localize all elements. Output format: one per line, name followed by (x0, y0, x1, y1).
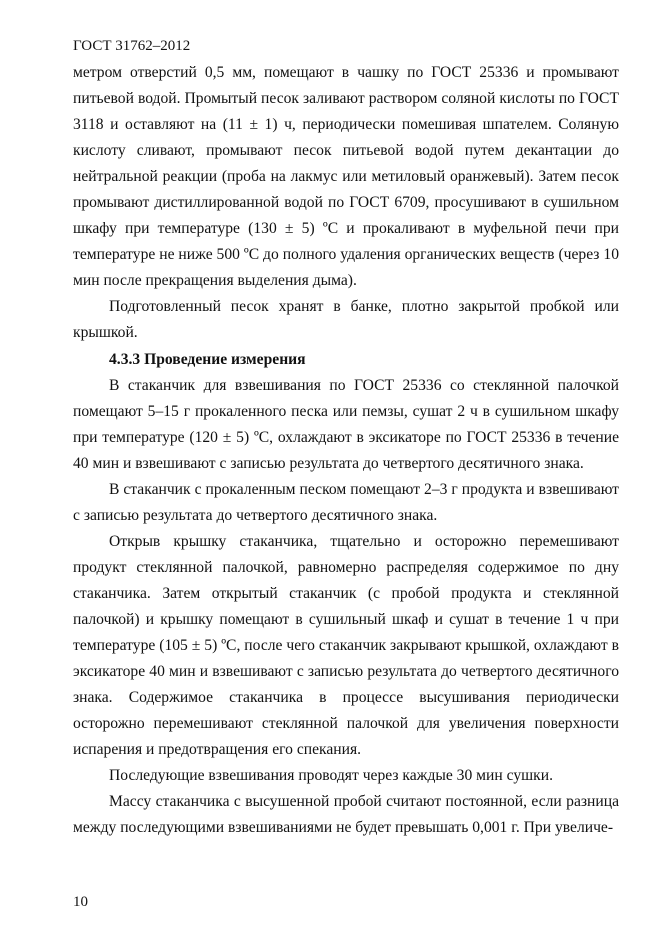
section-heading: 4.3.3 Проведение измерения (109, 350, 306, 368)
page-number: 10 (73, 894, 88, 910)
paragraph-sand-preparation: метром отверстий 0,5 мм, помещают в чашку по ГОСТ 25336 и промывают питьевой водой. Промытый песок заливают раствором соляной кислоты по ГОСТ 3118 и оставляют на (11 ± 1) ч, периодически помешивая шпателем. Соляную кислоту сливают, промывают песок питьевой водой путем декантации до нейтральной реакции (проба на лакмус или метиловый оранжевый). Затем песок промывают дистиллированной водой по ГОСТ 6709, просушивают в сушильном шкафу при температуре (130 ± 5) ºС и прокаливают в муфельной печи при температуре не ниже 500 ºС до полного удаления органических веществ (через 10 мин после прекращения выделения дыма). (73, 64, 619, 290)
paragraph-subsequent-weighing: Последующие взвешивания проводят через каждые 30 мин сушки. (109, 767, 553, 785)
paragraph-product-sample: В стаканчик с прокаленным песком помещают 2–3 г продукта и взвешивают с записью результата до четвертого десятичного знака. (73, 480, 619, 524)
document-body (73, 60, 619, 841)
paragraph-weighing-cup: В стаканчик для взвешивания по ГОСТ 25336 со стеклянной палочкой помещают 5–15 г прокаленного песка или пемзы, сушат 2 ч в сушильном шкафу при температуре (120 ± 5) ºС, охлаждают в эксикаторе по ГОСТ 25336 в течение 40 мин и взвешивают с записью результата до четвертого десятичного знака. (73, 376, 619, 472)
document-header: ГОСТ 31762–2012 (73, 38, 191, 54)
paragraph-constant-mass: Массу стаканчика с высушенной пробой считают постоянной, если разница между последующими взвешиваниями не будет превышать 0,001 г. При увеличе- (73, 793, 619, 837)
paragraph-drying-procedure: Открыв крышку стаканчика, тщательно и осторожно перемешивают продукт стеклянной палочкой, равномерно распределяя содержимое по дну стаканчика. Затем открытый стаканчик (с пробой продукта и стеклянной палочкой) и крышку помещают в сушильный шкаф и сушат в течение 1 ч при температуре (105 ± 5) ºС, после чего стаканчик закрывают крышкой, охлаждают в эксикаторе 40 мин и взвешивают с записью результата до четвертого десятичного знака. Содержимое стаканчика в процессе высушивания периодически осторожно перемешивают стеклянной палочкой для увеличения поверхности испарения и предотвращения его спекания. (73, 532, 619, 759)
paragraph-sand-storage: Подготовленный песок хранят в банке, плотно закрытой пробкой или крышкой. (73, 298, 619, 342)
